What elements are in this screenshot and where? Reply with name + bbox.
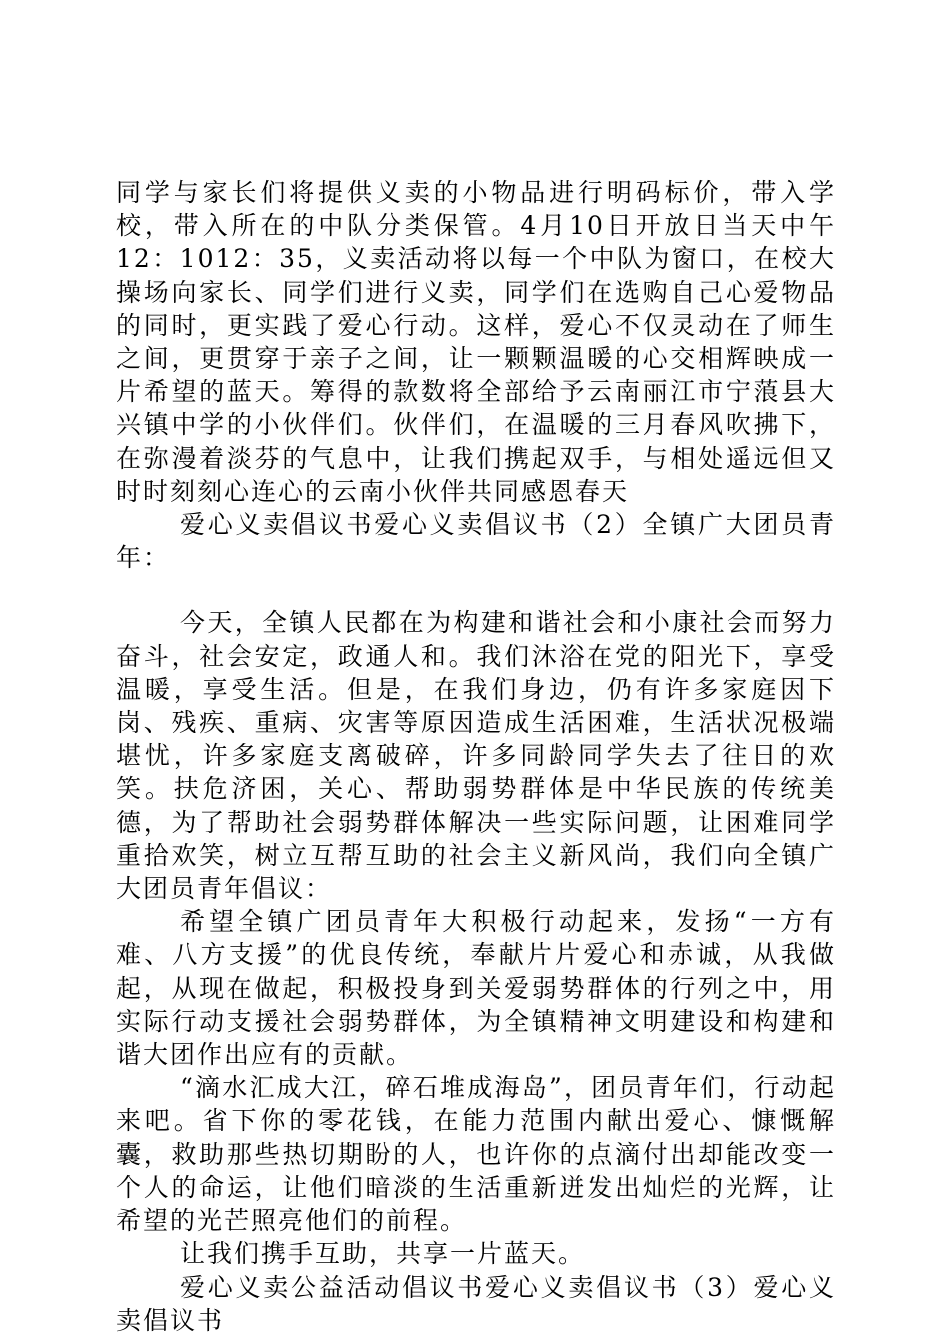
paragraph-hope: 希望全镇广团员青年大积极行动起来，发扬“一方有难、八方支援”的优良传统，奉献片片爱心和赤诚，从我做起，从现在做起，积极投身到关爱弱势群体的行列之中，用实际行动支援社会弱势群体，为全镇精神文明建设和构建和谐大团作出应有的贡献。 [116,907,836,1070]
heading-proposal-3: 爱心义卖公益活动倡议书爱心义卖倡议书（3）爱心义卖倡议书 [116,1272,836,1335]
paragraph-sale-details: 同学与家长们将提供义卖的小物品进行明码标价，带入学校，带入所在的中队分类保管。4月10日开放日当天中午12：1012：35，义卖活动将以每一个中队为窗口，在校大操场向家长、同学们进行义卖，同学们在选购自己心爱物品的同时，更实践了爱心行动。这样，爱心不仅灵动在了师生之间，更贯穿于亲子之间，让一颗颗温暖的心交相辉映成一片希望的蓝天。筹得的款数将全部给予云南丽江市宁蒗县大兴镇中学的小伙伴们。伙伴们，在温暖的三月春风吹拂下，在弥漫着淡芬的气息中，让我们携起双手，与相处遥远但又时时刻刻心连心的云南小伙伴共同感恩春天 [116,178,836,506]
paragraph-today: 今天，全镇人民都在为构建和谐社会和小康社会而努力奋斗，社会安定，政通人和。我们沐浴在党的阳光下，享受温暖，享受生活。但是，在我们身边，仍有许多家庭因下岗、残疾、重病、灾害等原因造成生活困难，生活状况极端堪忧，许多家庭支离破碎，许多同龄同学失去了往日的欢笑。扶危济困，关心、帮助弱势群体是中华民族的传统美德，为了帮助社会弱势群体解决一些实际问题，让困难同学重拾欢笑，树立互帮互助的社会主义新风尚，我们向全镇广大团员青年倡议： [116,608,836,904]
paragraph-hand-in-hand: 让我们携手互助，共享一片蓝天。 [180,1239,586,1269]
heading-proposal-2: 爱心义卖倡议书爱心义卖倡议书（2）全镇广大团员青年： [116,510,836,573]
document-body [116,176,836,1337]
paragraph-drops-of-water: “滴水汇成大江，碎石堆成海岛”，团员青年们，行动起来吧。省下你的零花钱，在能力范围内献出爱心、慷慨解囊，救助那些热切期盼的人，也许你的点滴付出却能改变一个人的命运，让他们暗淡的生活重新迸发出灿烂的光辉，让希望的光芒照亮他们的前程。 [116,1073,836,1236]
